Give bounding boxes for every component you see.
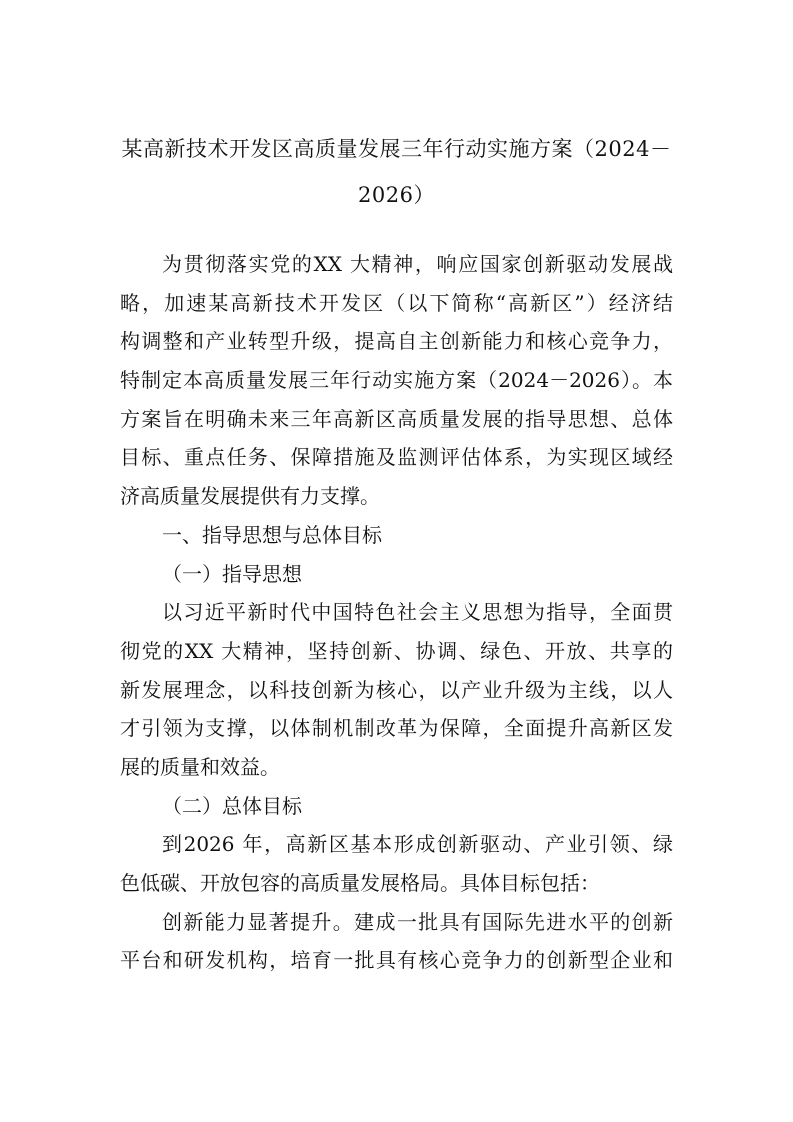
subsection-heading: （二）总体目标 xyxy=(162,793,302,818)
paragraph-line: 新发展理念，以科技创新为核心，以产业升级为主线，以人 xyxy=(120,677,673,702)
paragraph-line: 构调整和产业转型升级，提高自主创新能力和核心竞争力， xyxy=(120,329,673,354)
paragraph-line: 略，加速某高新技术开发区（以下简称“高新区”）经济结 xyxy=(120,290,673,315)
document-title-line-2: 2026） xyxy=(358,183,435,207)
document-body xyxy=(120,245,673,980)
paragraph-line: 彻党的XX 大精神，坚持创新、协调、绿色、开放、共享的 xyxy=(120,638,673,663)
paragraph-line: 才引领为支撑，以体制机制改革为保障，全面提升高新区发 xyxy=(120,716,673,741)
paragraph-line: 展的质量和效益。 xyxy=(120,754,280,779)
paragraph-line: 为贯彻落实党的XX 大精神，响应国家创新驱动发展战 xyxy=(162,252,673,276)
paragraph-line: 色低碳、开放包容的高质量发展格局。具体目标包括： xyxy=(120,871,600,895)
paragraph-line: 目标、重点任务、保障措施及监测评估体系，为实现区域经 xyxy=(120,445,673,470)
paragraph-line: 特制定本高质量发展三年行动实施方案（2024－2026）。本 xyxy=(120,368,673,393)
subsection-heading: （一）指导思想 xyxy=(162,561,302,586)
paragraph-line: 平台和研发机构，培育一批具有核心竞争力的创新型企业和 xyxy=(120,948,673,973)
paragraph-line: 济高质量发展提供有力支撑。 xyxy=(120,484,380,509)
section-heading: 一、指导思想与总体目标 xyxy=(162,522,382,547)
paragraph-line: 以习近平新时代中国特色社会主义思想为指导，全面贯 xyxy=(162,600,673,625)
paragraph-line: 创新能力显著提升。建成一批具有国际先进水平的创新 xyxy=(162,909,673,934)
document-title-line-1: 某高新技术开发区高质量发展三年行动实施方案（2024－ xyxy=(121,137,672,161)
paragraph-line: 到2026 年，高新区基本形成创新驱动、产业引领、绿 xyxy=(162,832,673,857)
paragraph-line: 方案旨在明确未来三年高新区高质量发展的指导思想、总体 xyxy=(120,406,673,431)
